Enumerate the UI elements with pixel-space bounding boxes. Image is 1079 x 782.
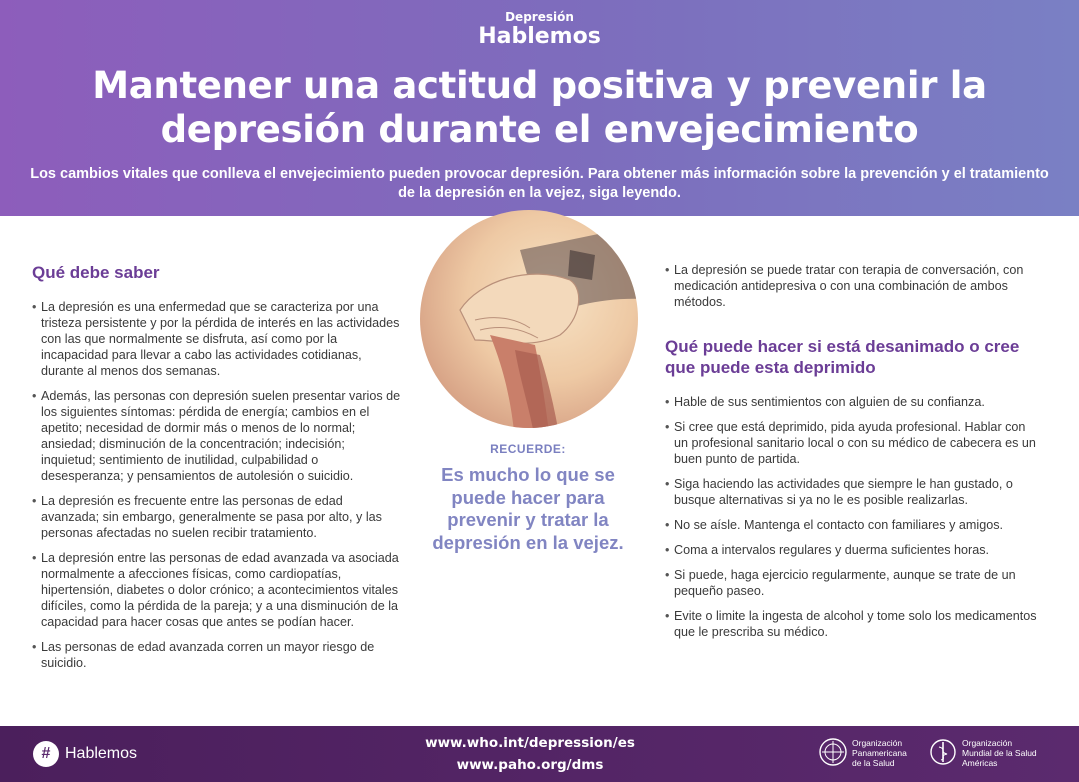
- page-title: Mantener una actitud positiva y prevenir la depresión durante el envejecimiento: [92, 64, 987, 151]
- list-item: • Si cree que está deprimido, pida ayuda profesional. Hablar con un profesional sanitario local o con su médico de cabecera es un buen punto de partida.: [665, 419, 1040, 467]
- list-item: • La depresión es frecuente entre las personas de edad avanzada; sin embargo, generalmente se pasa por alto, y las personas afectadas no suelen recibir tratamiento.: [32, 493, 402, 541]
- campaign-brand: Hablemos: [478, 24, 601, 49]
- kicker: Depresión: [505, 10, 574, 24]
- list-item: • Si puede, haga ejercicio regularmente, aunque se trate de un pequeño paseo.: [665, 567, 1040, 599]
- hands-illustration-art: [420, 210, 638, 428]
- remember-quote: Es mucho lo que se puede hacer para prevenir y tratar la depresión en la vejez.: [432, 464, 624, 553]
- list-item: • Siga haciendo las actividades que siempre le han gustado, o busque alternativas si ya no le es posible realizarlas.: [665, 476, 1040, 508]
- list-item: • Además, las personas con depresión suelen presentar varios de los siguientes síntomas: pérdida de energía; cambios en el apetito; necesidad de dormir más o menos de lo normal; ansiedad; disminución de la concentración; indecisión; inquietud; sentimiento de inutilidad, culpabilidad o desesperanza; y pensamientos de autolesión o suicidio.: [32, 388, 402, 484]
- paho-text: [852, 738, 907, 768]
- list-item: • No se aísle. Mantenga el contacto con familiares y amigos.: [665, 517, 1040, 533]
- who-text: [962, 738, 1037, 768]
- who-line: Organización: [962, 738, 1013, 748]
- list-item: • Coma a intervalos regulares y duerma suficientes horas.: [665, 542, 1040, 558]
- link-paho[interactable]: www.paho.org/dms: [456, 757, 604, 773]
- who-emblem-icon: [928, 737, 958, 767]
- what-to-do-list: [665, 394, 1040, 640]
- footer-links: [400, 732, 660, 776]
- section-heading-what-to-know: Qué debe saber: [32, 263, 160, 282]
- hashtag-icon: #: [33, 741, 59, 767]
- paho-emblem-icon: [818, 737, 848, 767]
- page-subtitle: Los cambios vitales que conlleva el envejecimiento pueden provocar depresión. Para obtener más información sobre la prevención y el tratamiento de la depresión en la vejez, siga leyendo.: [30, 166, 1049, 201]
- section-heading-what-to-do: Qué puede hacer si está desanimado o cree que puede esta deprimido: [665, 337, 1020, 377]
- paho-line: de la Salud: [852, 758, 895, 768]
- left-column: [32, 262, 402, 680]
- what-to-know-list: [32, 299, 402, 671]
- header-banner: [0, 0, 1079, 216]
- hands-illustration: [420, 210, 638, 428]
- list-item: • Las personas de edad avanzada corren un mayor riesgo de suicidio.: [32, 639, 402, 671]
- list-item: • La depresión es una enfermedad que se caracteriza por una tristeza persistente y por la pérdida de interés en las actividades con las que normalmente se disfruta, así como por la incapacidad para llevar a cabo las actividades cotidianas, durante al menos dos semanas.: [32, 299, 402, 379]
- paho-line: Organización: [852, 738, 903, 748]
- link-who[interactable]: www.who.int/depression/es: [425, 735, 635, 751]
- paho-line: Panamericana: [852, 748, 907, 758]
- list-item: • Evite o limite la ingesta de alcohol y tome solo los medicamentos que le prescriba su médico.: [665, 608, 1040, 640]
- footer-bar: [0, 726, 1079, 782]
- remember-label: RECUERDE:: [490, 442, 566, 456]
- footer-brand-name: Hablemos: [65, 745, 138, 762]
- who-line: Mundial de la Salud: [962, 748, 1037, 758]
- list-item: • La depresión entre las personas de edad avanzada va asociada normalmente a afecciones físicas, como cardiopatías, hipertensión, diabetes o dolor crónico; a acontecimientos vitales difíciles, como la pérdida de la pareja; y a una disminución de la capacidad para hacer cosas que antes se podían hacer.: [32, 550, 402, 630]
- treatment-list: [665, 262, 1040, 310]
- list-item: • Hable de sus sentimientos con alguien de su confianza.: [665, 394, 1040, 410]
- right-column: [665, 262, 1040, 649]
- who-line: Américas: [962, 758, 998, 768]
- list-item: • La depresión se puede tratar con terapia de conversación, con medicación antidepresiva o con una combinación de ambos métodos.: [665, 262, 1040, 310]
